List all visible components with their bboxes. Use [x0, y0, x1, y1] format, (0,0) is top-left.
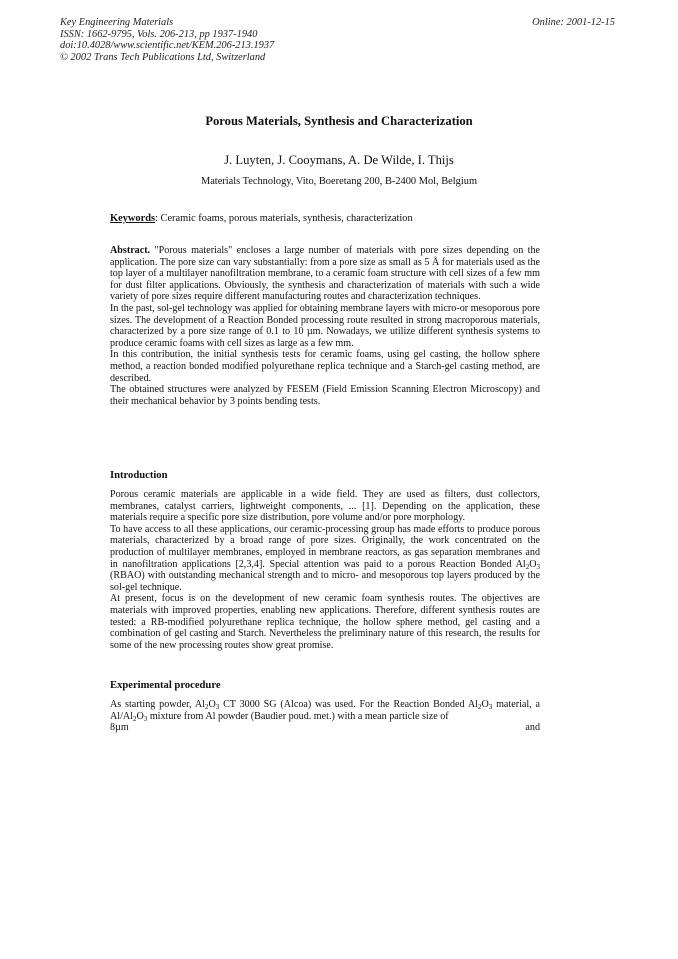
keywords-label: Keywords — [110, 213, 156, 224]
online-date: Online: 2001-12-15 — [532, 17, 615, 28]
abstract-paragraph: Abstract. "Porous materials" encloses a large number of materials with pore sizes depending on the application. The pore size can vary substantially: from a pore size as small as 5 Å for materials used as the top layer of a multilayer nanofiltration membrane, to a ceramic foam structure with cell sizes of a few mm for dust filter applications. Obviously, the synthesis and characterization of materials with such a wide variety of pore sizes require different manufacturing routes and characterization techniques. — [110, 245, 540, 303]
abstract-paragraph: The obtained structures were analyzed by FESEM (Field Emission Scanning Electron Microscopy) and their mechanical behavior by 3 points bending tests. — [110, 384, 540, 407]
journal-header — [60, 17, 274, 63]
intro-paragraph: At present, focus is on the development of new ceramic foam synthesis routes. The objectives are materials with improved properties, enabling new applications. Therefore, different synthesis routes are tested: a RB-modified polyurethane replica technique, the hollow sphere method, gel casting and a combination of gel casting and Starch. Nevertheless the preliminary nature of this research, the results for some of the new processing routes show great promise. — [110, 593, 540, 651]
abstract-label: Abstract. — [110, 245, 151, 256]
doi-line: doi:10.4028/www.scientific.net/KEM.206-213.1937 — [60, 40, 275, 52]
section-heading-experimental: Experimental procedure — [110, 680, 221, 691]
issn-line: ISSN: 1662-9795, Vols. 206-213, pp 1937-1940 — [60, 28, 258, 40]
introduction-section — [110, 489, 540, 651]
abstract-section — [110, 245, 540, 407]
intro-paragraph: To have access to all these applications, our ceramic-processing group has made efforts to produce porous materials, characterized by a broad range of pore sizes. Originally, the work concentrated on the production of multilayer membranes, employed in membrane reactors, as gas separation membranes and in nanofiltration applications [2,3,4]. Special attention was paid to a porous Reaction Bonded $Al_2O_3$ (RBAO) with outstanding mechanical strength and to micro- and mesoporous top layers produced by the sol-gel technique. — [110, 523, 540, 593]
intro-paragraph: Porous ceramic materials are applicable in a wide field. They are used as filters, dust collectors, membranes, catalyst carriers, lightweight components, ... [1]. Depending on the application, these materials require a specific pore size distribution, pore volume and/or pore morphology. — [110, 489, 540, 524]
journal-name: Key Engineering Materials — [60, 17, 174, 28]
experimental-last-line: 8µm and — [110, 722, 540, 734]
paper-authors: J. Luyten, J. Cooymans, A. De Wilde, I. Thijs — [224, 153, 454, 167]
section-heading-introduction: Introduction — [110, 470, 168, 481]
keywords-text: : Ceramic foams, porous materials, synthesis, characterization — [155, 213, 413, 224]
abstract-paragraph: In this contribution, the initial synthesis tests for ceramic foams, using gel casting, the hollow sphere method, a reaction bonded modified polyurethane replica technique and a Starch-gel casting method, are described. — [110, 349, 540, 384]
experimental-section — [110, 699, 540, 734]
experimental-paragraph: As starting powder, $Al_2O_3$ CT 3000 SG (Alcoa) was used. For the Reaction Bonded $Al_2O_3$ material, a $Al/Al_2O_3$ mixture from Al powder (Baudier poud. met.) with a mean particle size of — [110, 699, 540, 723]
paper-affiliation: Materials Technology, Vito, Boeretang 200, B-2400 Mol, Belgium — [200, 176, 478, 187]
paper-title: Porous Materials, Synthesis and Characterization — [205, 114, 473, 128]
keywords-line — [110, 213, 413, 224]
copyright-line: © 2002 Trans Tech Publications Ltd, Switzerland — [60, 51, 266, 63]
abstract-paragraph: In the past, sol-gel technology was applied for obtaining membrane layers with micro-or mesoporous pore sizes. The development of a Reaction Bonded processing route resulted in strong macroporous materials, characterized by a pore size range of 0.1 to 10 µm. Nowadays, we utilize different synthesis systems to produce ceramic foams with cell sizes as large as a few mm. — [110, 302, 540, 349]
